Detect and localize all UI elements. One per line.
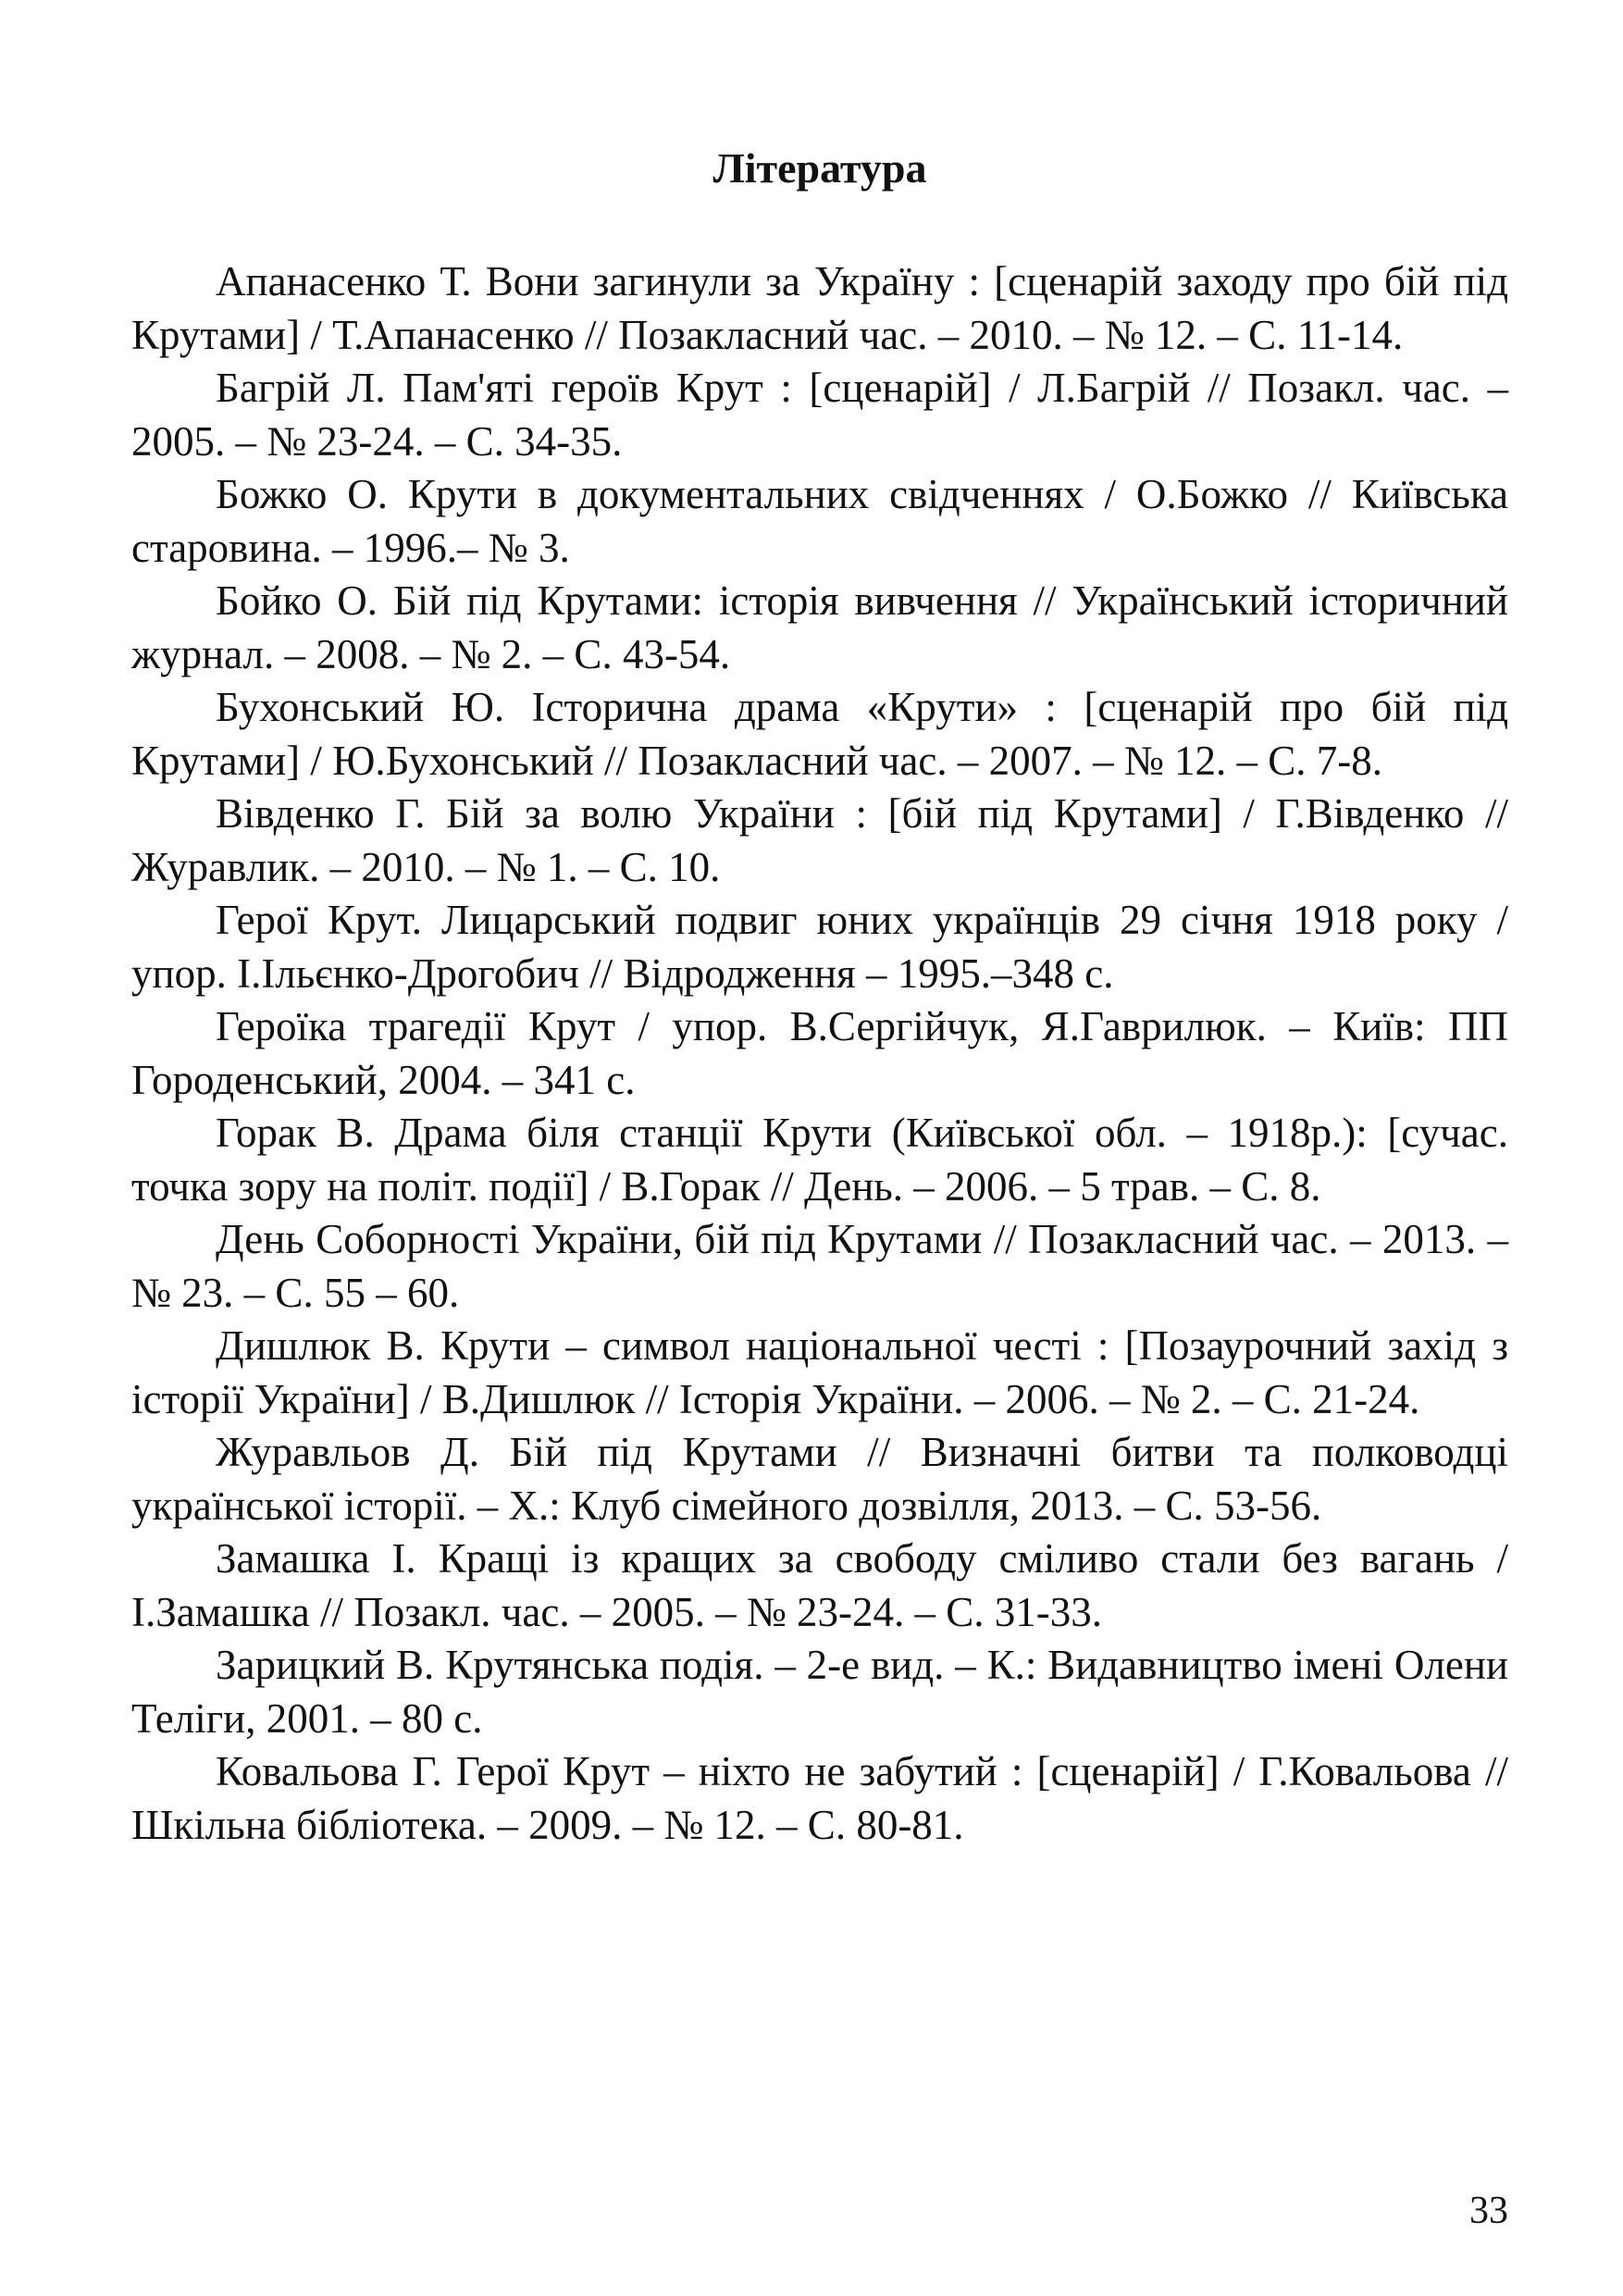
document-page <box>131 139 1508 1852</box>
bibliography-entry: Горак В. Драма біля станції Крути (Київської обл. – 1918р.): [сучас. точка зору на політ. події] / В.Горак // День. – 2006. – 5 трав. – С. 8. <box>131 1110 1508 1210</box>
bibliography-entry: Ковальова Г. Герої Крут – ніхто не забутий : [сценарій] / Г.Ковальова // Шкільна бібліотека. – 2009. – № 12. – С. 80-81. <box>131 1748 1508 1848</box>
bibliography-entry: День Соборності України, бій під Крутами // Позакласний час. – 2013. – № 23. – С. 55 – 60. <box>131 1216 1508 1316</box>
bibliography-entry: Апанасенко Т. Вони загинули за Україну : [сценарій заходу про бій під Крутами] / Т.Апанасенко // Позакласний час. – 2010. – № 12. – С. 11-14. <box>131 258 1508 358</box>
bibliography-list <box>131 255 1508 1852</box>
bibliography-entry: Божко О. Крути в документальних свідченнях / О.Божко // Київська старовина. – 1996.– № 3. <box>131 471 1508 571</box>
bibliography-entry: Герої Крут. Лицарський подвиг юних українців 29 січня 1918 року / упор. І.Ільєнко-Дрогобич // Відродження – 1995.–348 с. <box>131 897 1508 997</box>
bibliography-entry: Зарицкий В. Крутянська подія. – 2-е вид. – К.: Видавництво імені Олени Теліги, 2001. – 80 с. <box>131 1642 1508 1742</box>
bibliography-entry: Бойко О. Бій під Крутами: історія вивчення // Український історичний журнал. – 2008. – № 2. – С. 43-54. <box>131 577 1508 677</box>
bibliography-entry: Замашка І. Кращі із кращих за свободу сміливо стали без вагань / І.Замашка // Позакл. час. – 2005. – № 23-24. – С. 31-33. <box>131 1535 1508 1635</box>
page-number: 33 <box>1469 2190 1508 2232</box>
bibliography-entry: Бухонський Ю. Історична драма «Крути» : [сценарій про бій під Крутами] / Ю.Бухонський // Позакласний час. – 2007. – № 12. – С. 7-8. <box>131 684 1508 784</box>
bibliography-entry: Журавльов Д. Бій під Крутами // Визначні битви та полководці української історії. – Х.: Клуб сімейного дозвілля, 2013. – С. 53-56. <box>131 1429 1508 1529</box>
page-title: Література <box>712 144 927 192</box>
bibliography-entry: Вівденко Г. Бій за волю України : [бій під Крутами] / Г.Вівденко // Журавлик. – 2010. – № 1. – С. 10. <box>131 790 1508 890</box>
bibliography-entry: Багрій Л. Пам'яті героїв Крут : [сценарій] / Л.Багрій // Позакл. час. – 2005. – № 23-24. – С. 34-35. <box>131 365 1508 465</box>
bibliography-entry: Дишлюк В. Крути – символ національної честі : [Позаурочний захід з історії України] / В.Дишлюк // Історія України. – 2006. – № 2. – С. 21-24. <box>131 1322 1508 1422</box>
bibliography-entry: Героїка трагедії Крут / упор. В.Сергійчук, Я.Гаврилюк. – Київ: ПП Городенський, 2004. – 341 с. <box>131 1003 1508 1103</box>
